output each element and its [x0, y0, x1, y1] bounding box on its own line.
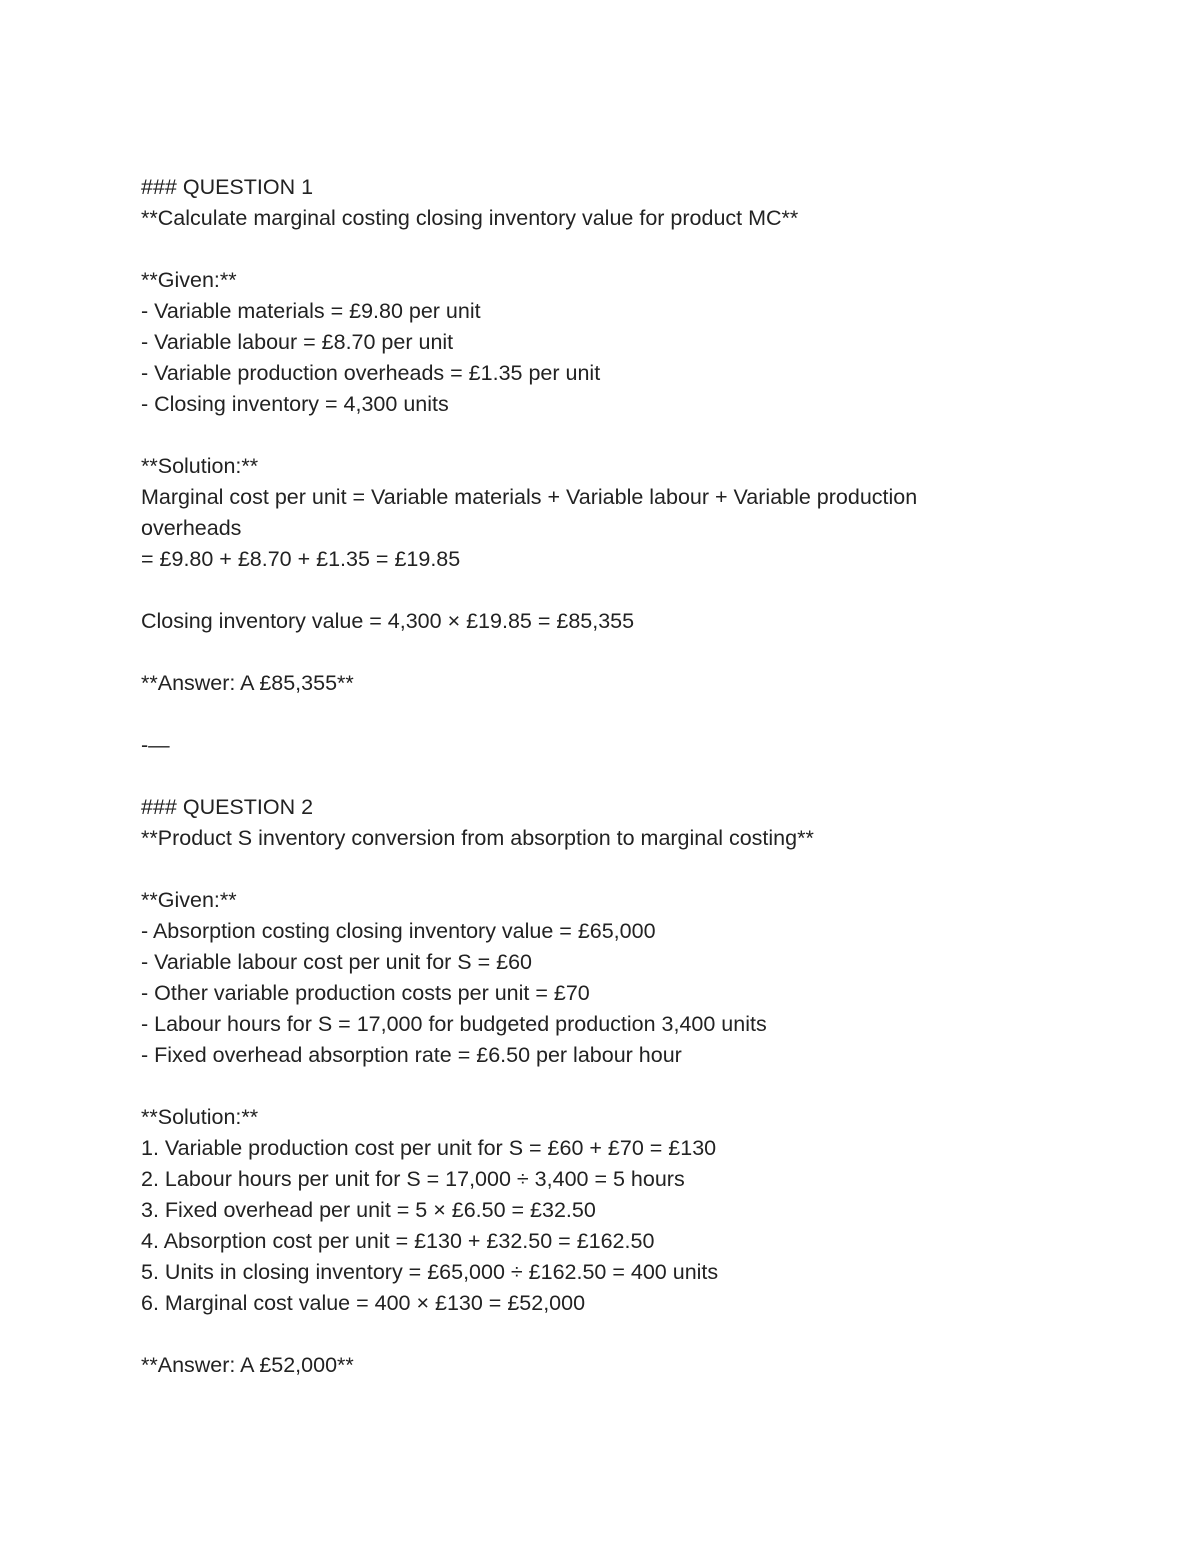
- blank-line: [141, 420, 1011, 451]
- text-line: -—: [141, 733, 170, 757]
- text-line: - Variable materials = £9.80 per unit: [141, 299, 481, 323]
- text-line: **Calculate marginal costing closing inventory value for product MC**: [141, 206, 799, 230]
- blank-line: [141, 699, 1011, 730]
- blank-line: [141, 637, 1011, 668]
- text-line: **Solution:**: [141, 1105, 259, 1129]
- text-line: **Product S inventory conversion from absorption to marginal costing**: [141, 826, 814, 850]
- blank-line: [141, 234, 1011, 265]
- text-line: - Variable labour = £8.70 per unit: [141, 330, 454, 354]
- text-line: **Answer: A £85,355**: [141, 671, 354, 695]
- text-line: - Closing inventory = 4,300 units: [141, 392, 449, 416]
- text-line: 4. Absorption cost per unit = £130 + £32.50 = £162.50: [141, 1229, 655, 1253]
- text-line: - Variable labour cost per unit for S = £60: [141, 950, 532, 974]
- text-line: **Given:**: [141, 268, 237, 292]
- blank-line: [141, 1071, 1011, 1102]
- text-line: Closing inventory value = 4,300 × £19.85 = £85,355: [141, 609, 635, 633]
- blank-line: [141, 1319, 1011, 1350]
- text-line: = £9.80 + £8.70 + £1.35 = £19.85: [141, 547, 461, 571]
- text-line: ### QUESTION 2: [141, 795, 314, 819]
- text-line: - Variable production overheads = £1.35 per unit: [141, 361, 601, 385]
- document-page: [141, 172, 1011, 1381]
- text-line: ### QUESTION 1: [141, 175, 314, 199]
- text-line: 6. Marginal cost value = 400 × £130 = £52,000: [141, 1291, 586, 1315]
- blank-line: [141, 575, 1011, 606]
- text-line: - Absorption costing closing inventory value = £65,000: [141, 919, 656, 943]
- blank-line: [141, 761, 1011, 792]
- text-line: 5. Units in closing inventory = £65,000 ÷ £162.50 = 400 units: [141, 1260, 719, 1284]
- text-line: Marginal cost per unit = Variable materials + Variable labour + Variable production overheads: [141, 485, 924, 540]
- text-line: **Answer: A £52,000**: [141, 1353, 354, 1377]
- text-line: - Fixed overhead absorption rate = £6.50 per labour hour: [141, 1043, 682, 1067]
- text-line: - Other variable production costs per unit = £70: [141, 981, 590, 1005]
- blank-line: [141, 854, 1011, 885]
- text-line: 3. Fixed overhead per unit = 5 × £6.50 = £32.50: [141, 1198, 596, 1222]
- text-line: **Solution:**: [141, 454, 259, 478]
- text-line: 2. Labour hours per unit for S = 17,000 ÷ 3,400 = 5 hours: [141, 1167, 685, 1191]
- text-line: **Given:**: [141, 888, 237, 912]
- text-line: - Labour hours for S = 17,000 for budgeted production 3,400 units: [141, 1012, 767, 1036]
- text-line: 1. Variable production cost per unit for S = £60 + £70 = £130: [141, 1136, 717, 1160]
